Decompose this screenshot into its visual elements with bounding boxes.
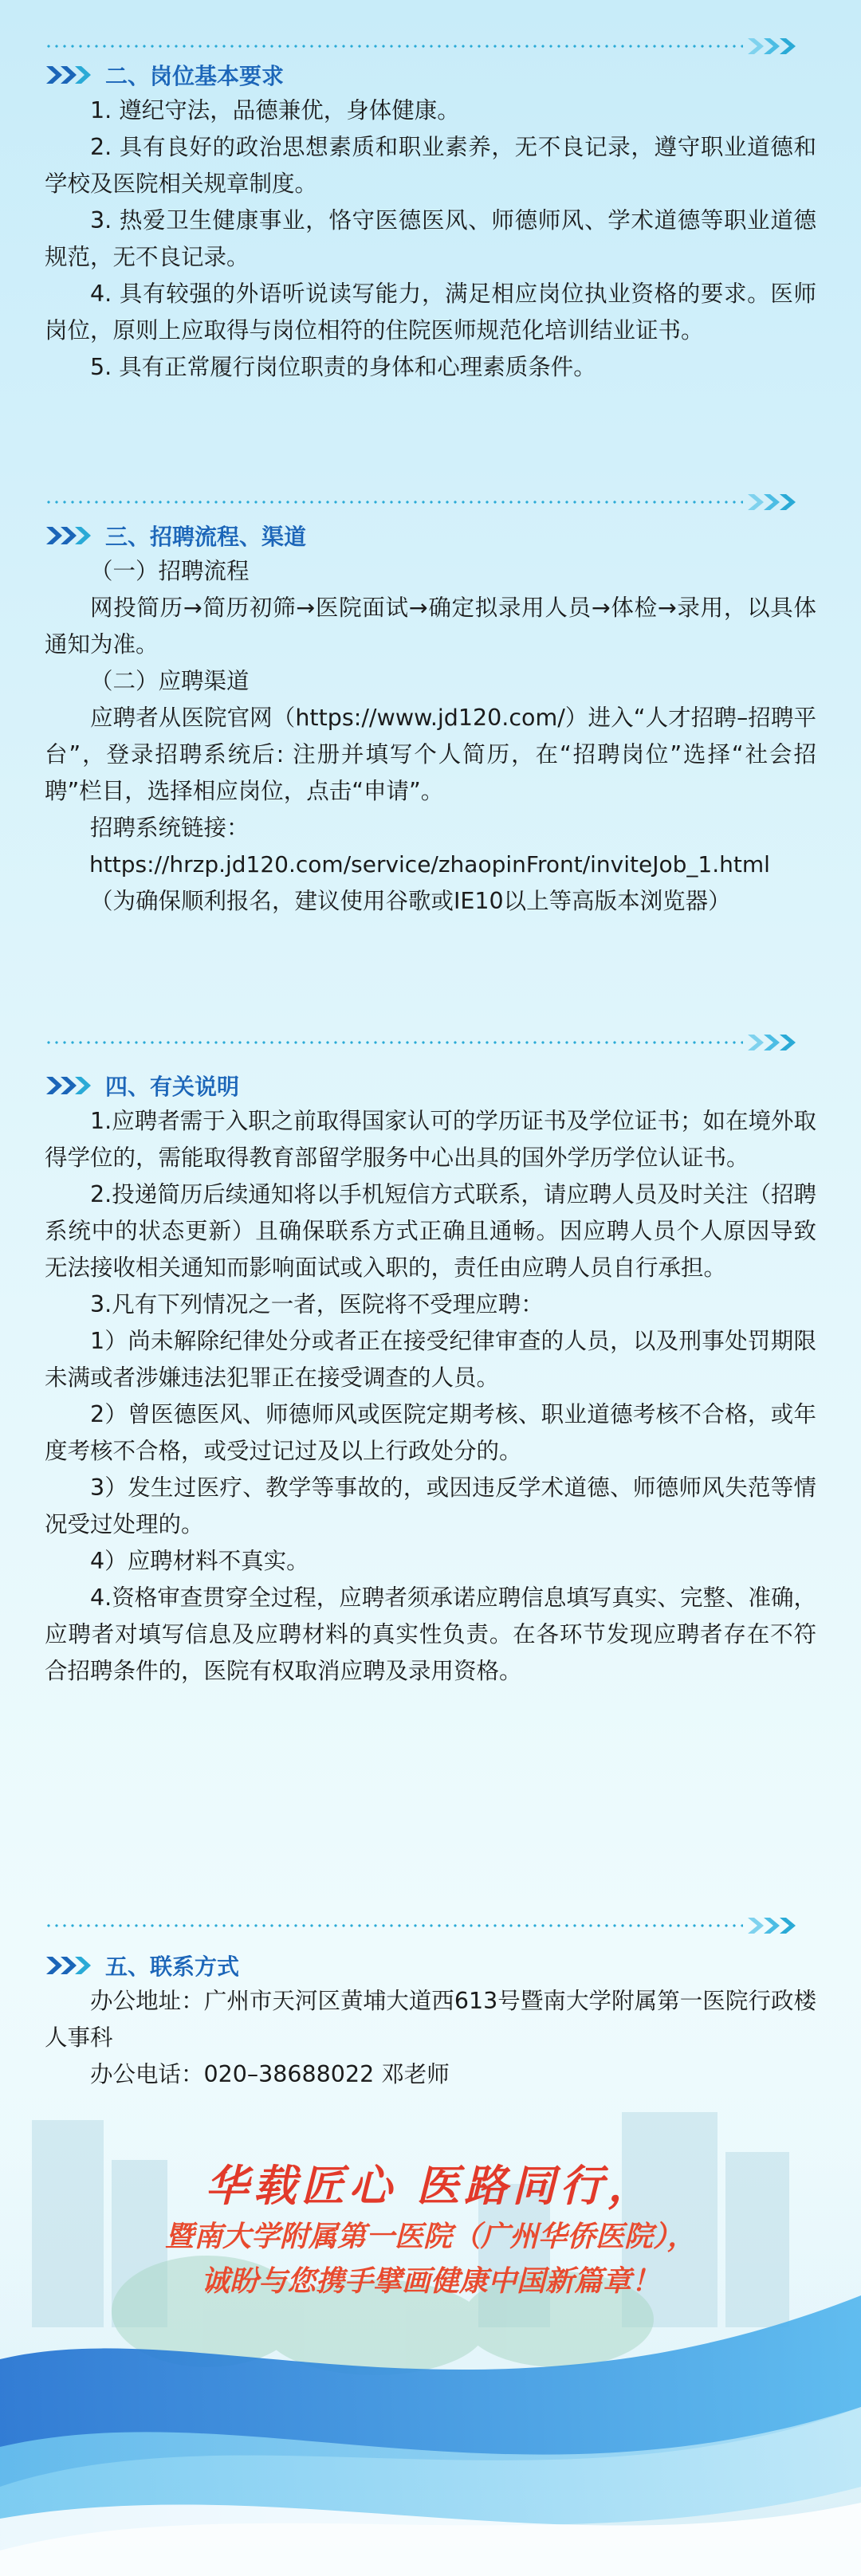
requirement-item: 3. 热爱卫生健康事业，恪守医德医风、师德师风、学术道德等职业道德规范，无不良记录。 bbox=[45, 207, 816, 270]
contact-address: 办公地址：广州市天河区黄埔大道西613号暨南大学附属第一医院行政楼人事科 bbox=[45, 1988, 816, 2051]
contact-phone: 办公电话：020–38688022 邓老师 bbox=[90, 2061, 450, 2087]
browser-note: （为确保顺利报名，建议使用谷歌或IE10以上等高版本浏览器） bbox=[90, 888, 731, 914]
divider bbox=[45, 493, 816, 512]
divider bbox=[45, 1916, 816, 1935]
chevron-right-icon bbox=[45, 1955, 97, 1976]
section-job-requirements bbox=[45, 57, 816, 386]
section-notes bbox=[45, 1068, 816, 1690]
chevron-right-icon bbox=[746, 37, 816, 56]
divider-top bbox=[45, 37, 816, 56]
requirement-item: 5. 具有正常履行岗位职责的身体和心理素质条件。 bbox=[90, 354, 596, 380]
footer-background bbox=[0, 2072, 861, 2576]
note-item: 1.应聘者需于入职之前取得国家认可的学历证书及学位证书；如在境外取得学位的，需能取得教育部留学服务中心出具的国外学历学位认证书。 bbox=[45, 1108, 816, 1171]
section-title: 二、岗位基本要求 bbox=[105, 63, 285, 89]
process-text: 网投简历→简历初筛→医院面试→确定拟录用人员→体检→录用，以具体通知为准。 bbox=[45, 595, 816, 658]
section-heading bbox=[45, 1068, 816, 1103]
chevron-right-icon bbox=[45, 1075, 97, 1096]
note-item: 1）尚未解除纪律处分或者正在接受纪律审查的人员，以及刑事处罚期限未满或者涉嫌违法犯罪正在接受调查的人员。 bbox=[45, 1328, 816, 1391]
link-label: 招聘系统链接： bbox=[90, 815, 250, 841]
section-title: 三、招聘流程、渠道 bbox=[105, 524, 307, 550]
recruitment-link[interactable]: https://hrzp.jd120.com/service/zhaopinFront/inviteJob_1.html bbox=[89, 851, 770, 878]
section-contact bbox=[45, 1948, 816, 2093]
section-title: 五、联系方式 bbox=[105, 1954, 240, 1980]
chevron-right-icon bbox=[45, 525, 97, 546]
section-heading bbox=[45, 1948, 816, 1983]
note-item: 4.资格审查贯穿全过程，应聘者须承诺应聘信息填写真实、完整、准确，应聘者对填写信息及应聘材料的真实性负责。在各环节发现应聘者存在不符合招聘条件的，医院有权取消应聘及录用资格。 bbox=[45, 1584, 816, 1684]
divider bbox=[45, 1033, 816, 1052]
chevron-right-icon bbox=[746, 1916, 816, 1935]
chevron-right-icon bbox=[746, 1033, 816, 1052]
subsection-title: （一）招聘流程 bbox=[90, 558, 250, 584]
section-title: 四、有关说明 bbox=[105, 1074, 240, 1100]
note-item: 4）应聘材料不真实。 bbox=[90, 1548, 309, 1574]
chevron-right-icon bbox=[45, 65, 97, 85]
note-item: 3）发生过医疗、教学等事故的，或因违反学术道德、师德师风失范等情况受过处理的。 bbox=[45, 1475, 816, 1537]
requirement-item: 4. 具有较强的外语听说读写能力，满足相应岗位执业资格的要求。医师岗位，原则上应取得与岗位相符的住院医师规范化培训结业证书。 bbox=[45, 281, 816, 344]
slogan-line-1: 华载匠心 医路同行， bbox=[205, 2160, 656, 2211]
subsection-title: （二）应聘渠道 bbox=[90, 668, 250, 694]
note-item: 3.凡有下列情况之一者，医院将不受理应聘： bbox=[90, 1291, 544, 1317]
requirement-item: 2. 具有良好的政治思想素质和职业素养，无不良记录，遵守职业道德和学校及医院相关规章制度。 bbox=[45, 134, 816, 197]
section-heading bbox=[45, 518, 816, 553]
note-item: 2）曾医德医风、师德师风或医院定期考核、职业道德考核不合格，或年度考核不合格，或受过记过及以上行政处分的。 bbox=[45, 1401, 816, 1464]
section-heading bbox=[45, 57, 816, 92]
slogan-line-3: 诚盼与您携手擘画健康中国新篇章！ bbox=[200, 2265, 660, 2298]
section-recruitment-process bbox=[45, 518, 816, 920]
requirement-item: 1. 遵纪守法，品德兼优，身体健康。 bbox=[90, 97, 460, 124]
channel-text: 应聘者从医院官网（https://www.jd120.com/）进入“人才招聘–招聘平台”，登录招聘系统后: 注册并填写个人简历，在“招聘岗位”选择“社会招聘”栏目，选择相应岗位，点击“申请”。 bbox=[45, 705, 816, 804]
slogan-line-2: 暨南大学附属第一医院（广州华侨医院）， bbox=[164, 2221, 696, 2253]
chevron-right-icon bbox=[746, 493, 816, 512]
note-item: 2.投递简历后续通知将以手机短信方式联系，请应聘人员及时关注（招聘系统中的状态更新）且确保联系方式正确且通畅。因应聘人员个人原因导致无法接收相关通知而影响面试或入职的，责任由应聘人员自行承担。 bbox=[45, 1181, 816, 1281]
